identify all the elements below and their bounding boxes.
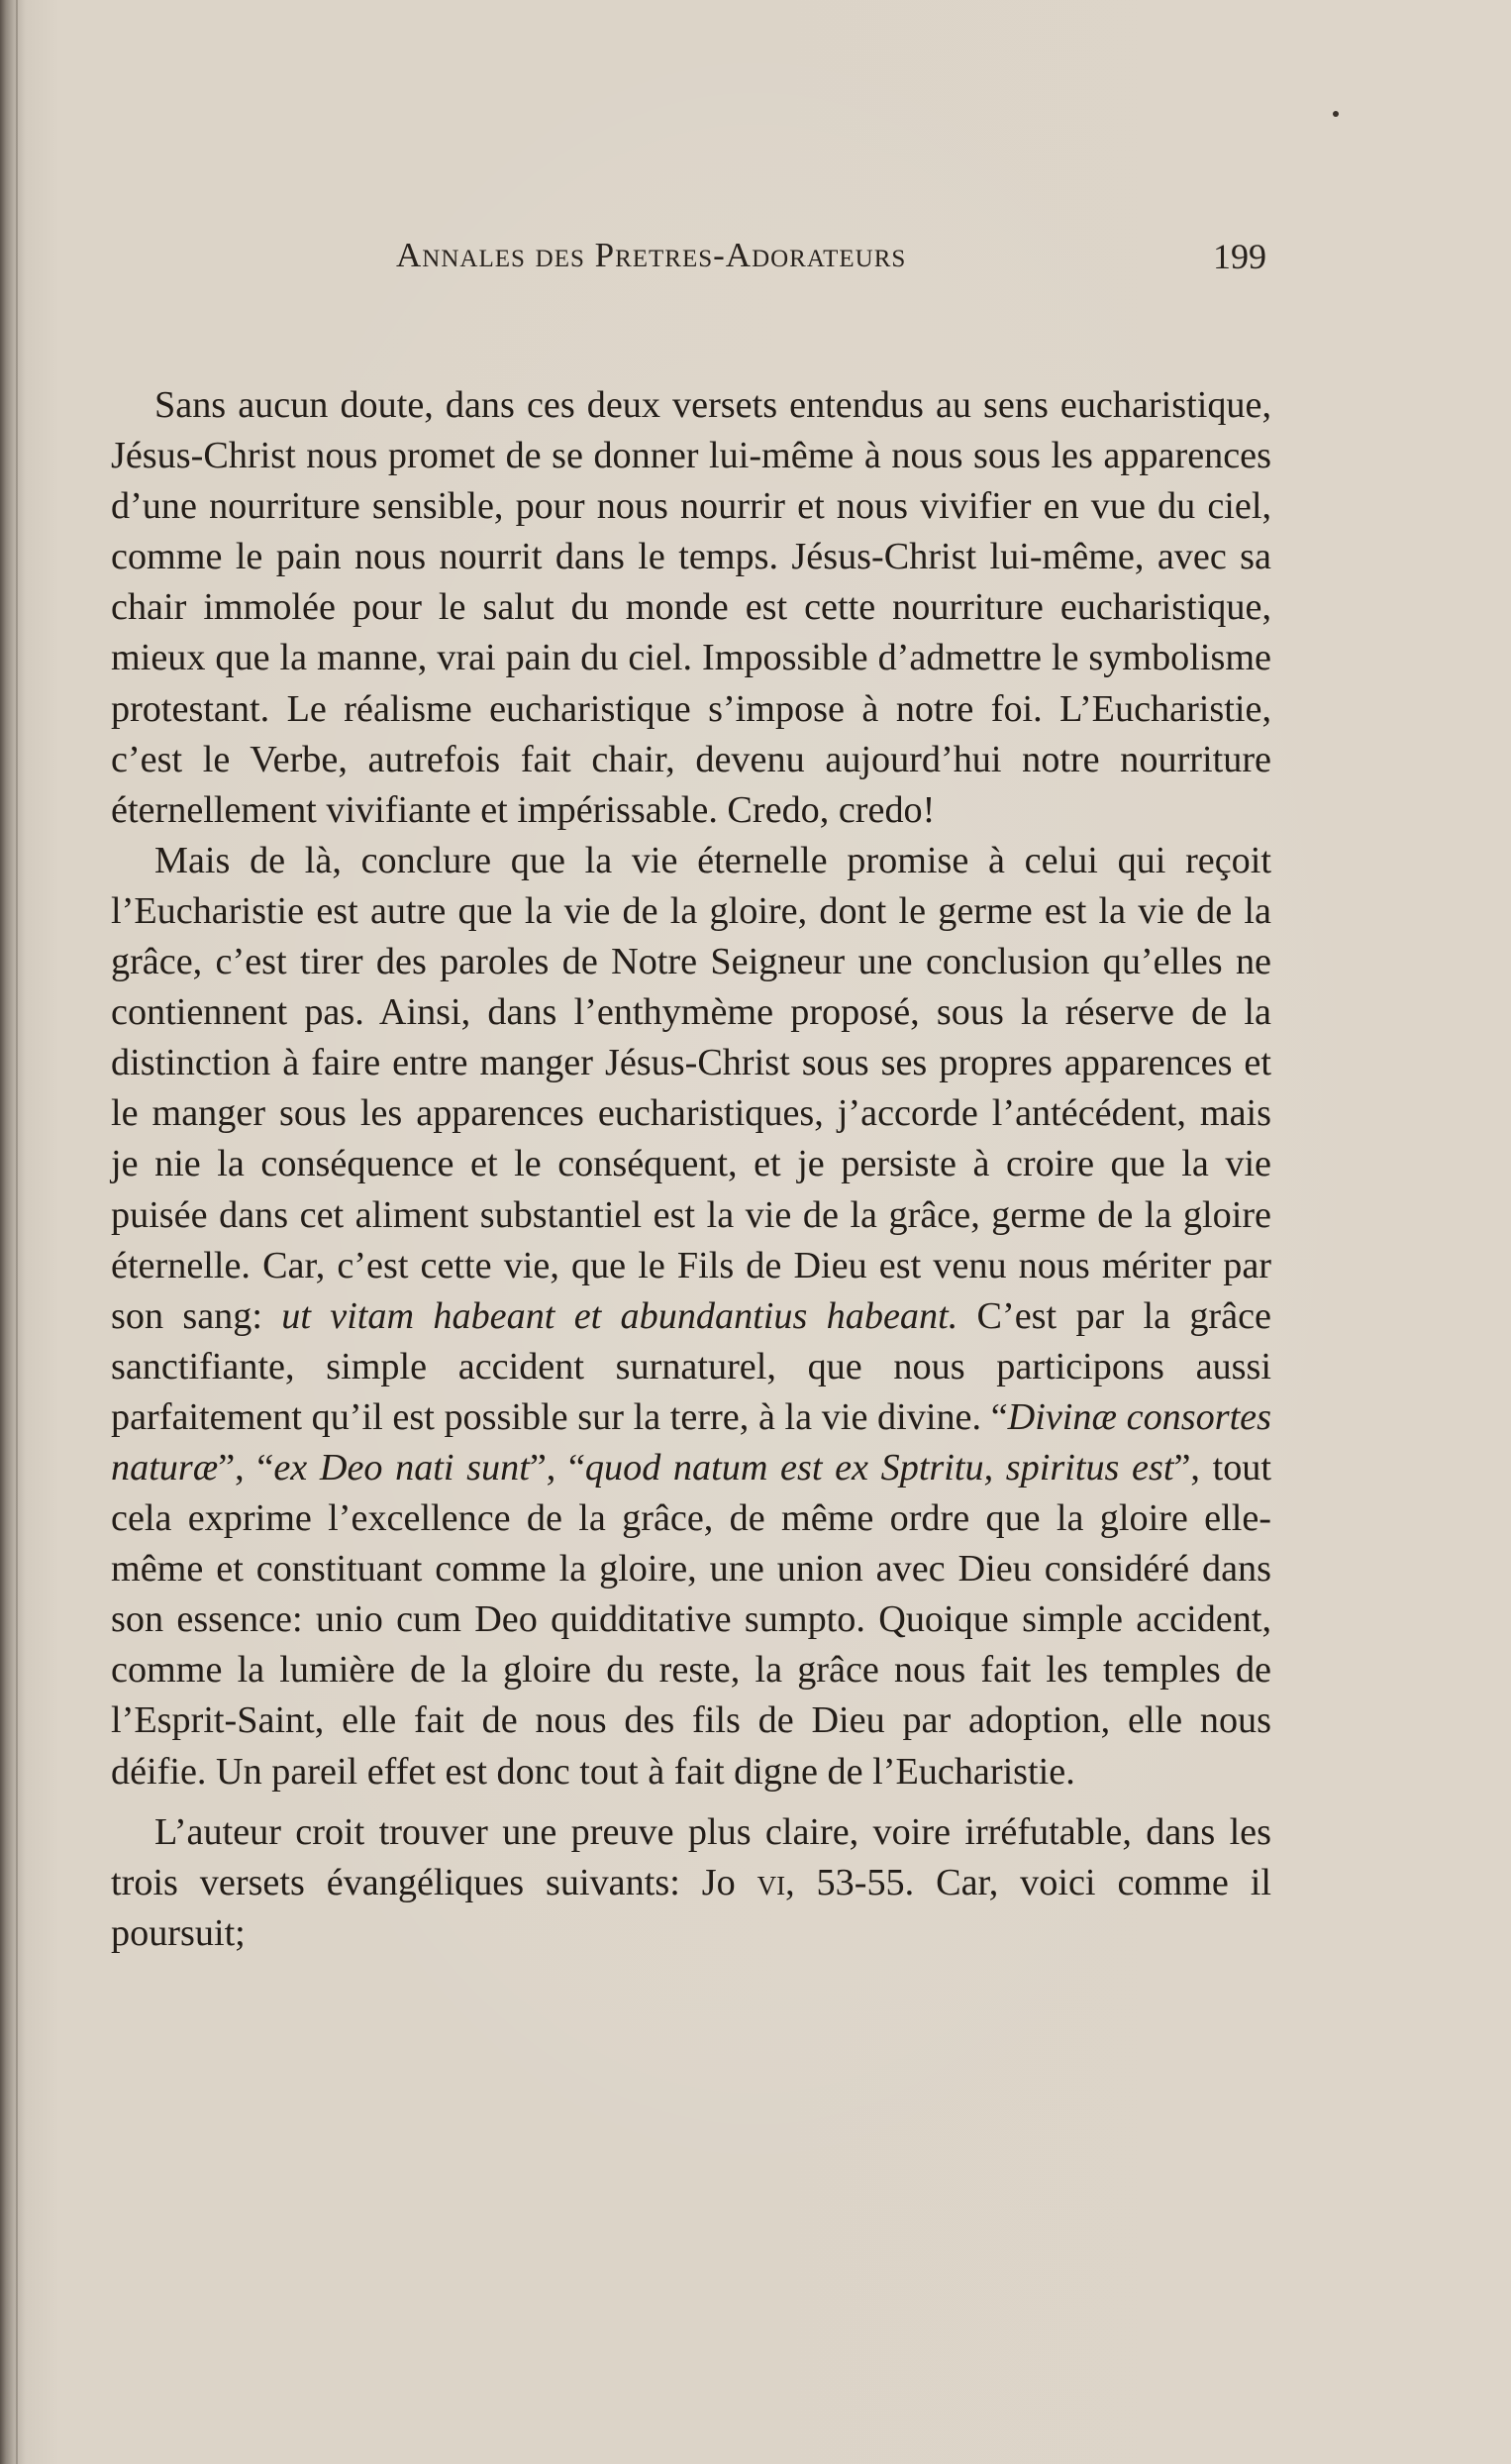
paragraph-text: Mais de là, conclure que la vie éternelle promise à celui qui reçoit l’Eucharistie est autre que la vie de la gloire, dont le germe est la vie de la grâce, c’est tirer des paroles de Notre Seigneur une conclusion qu’elles ne contiennent pas. Ainsi, dans l’enthymème proposé, sous la réserve de la distinction à faire entre manger Jésus-Christ sous ses propres apparences et le manger sous les apparences eucharistiques, j’accorde l’antécédent, mais je nie la conséquence et le conséquent, et je persiste à croire que la vie puisée dans cet aliment substantiel est la vie de la grâce, germe de la gloire éternelle. Car, c’est cette vie, que le Fils de Dieu est venu nous mériter par son sang:: [111, 839, 1271, 1337]
paragraph-3: [111, 1807, 1271, 1959]
paragraph-text: C’est par la grâce sanctifiante, simple accident surnaturel, que nous participons aussi parfaitement qu’il est possible sur la terre, à la vie divine. “: [111, 1294, 1272, 1438]
paragraph-2: [111, 836, 1271, 1797]
latin-quote: ut vitam habeant et abundantius habeant.: [281, 1294, 958, 1337]
binding-gutter: [16, 0, 18, 2464]
paragraph-text: , 53-55. Car, voici comme il poursuit;: [111, 1861, 1271, 1954]
latin-quote: ex Deo nati sunt: [273, 1446, 530, 1489]
latin-quote: Divinæ consortes naturæ: [111, 1395, 1271, 1489]
print-speck: [1333, 111, 1339, 117]
body-text: [111, 380, 1271, 1959]
paragraph-text: L’auteur croit trouver une preuve plus claire, voire irréfutable, dans les trois versets évangéliques suivants: Jo: [111, 1810, 1271, 1903]
quote-punctuation: ”, “: [218, 1446, 274, 1489]
quote-punctuation: ”, “: [529, 1446, 585, 1489]
paragraph-1: [111, 380, 1271, 836]
running-title: Annales des Pretres-Adorateurs: [396, 236, 907, 274]
roman-numeral: vi: [756, 1861, 786, 1903]
paragraph-text: Sans aucun doute, dans ces deux versets entendus au sens eucharistique, Jésus-Christ nous promet de se donner lui-même à nous sous les apparences d’une nourriture sensible, pour nous nourrir et nous vivifier en vue du ciel, comme le pain nous nourrit dans le temps. Jésus-Christ lui-même, avec sa chair immolée pour le salut du monde est cette nourriture eucharistique, mieux que la manne, vrai pain du ciel. Impossible d’admettre le symbolisme protestant. Le réalisme eucharistique s’impose à notre foi. L’Eucharistie, c’est le Verbe, autrefois fait chair, devenu aujourd’hui notre nourriture éternellement vivifiante et impérissable. Credo, credo!: [111, 384, 1271, 831]
page-number: 199: [1213, 237, 1266, 276]
latin-quote: quod natum est ex Sptritu, spiritus est: [584, 1446, 1174, 1489]
page-header: [0, 236, 1511, 285]
paragraph-text: ”, tout cela exprime l’excellence de la grâce, de même ordre que la gloire elle-même et constituant comme la gloire, une union avec Dieu considéré dans son essence: unio cum Deo quidditative sumpto. Quoique simple accident, comme la lumière de la gloire du reste, la grâce nous fait les temples de l’Esprit-Saint, elle fait de nous des fils de Dieu par adoption, elle nous déifie. Un pareil effet est donc tout à fait digne de l’Eucharistie.: [111, 1446, 1271, 1793]
